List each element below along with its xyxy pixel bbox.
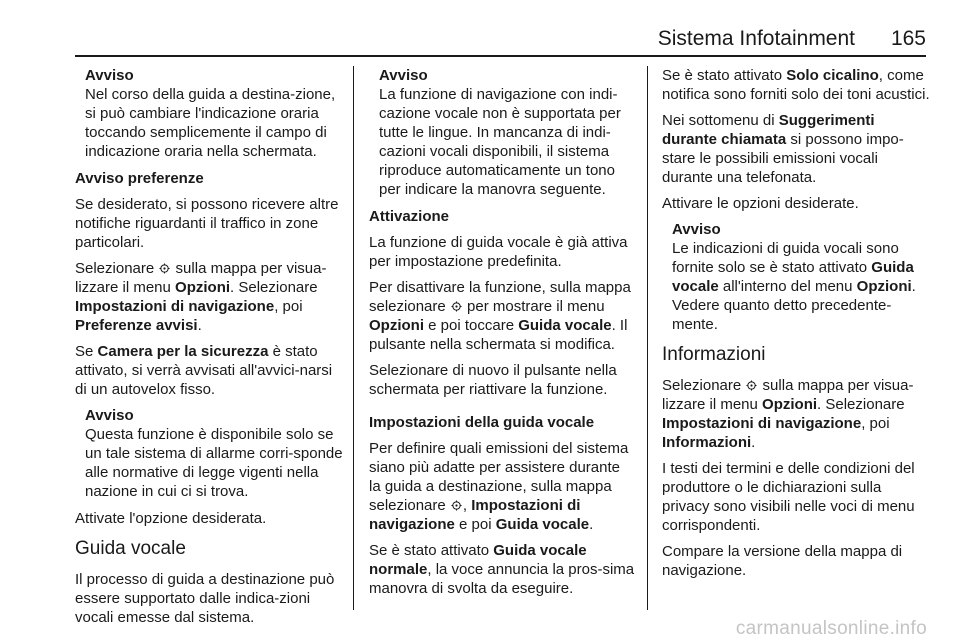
column-2 <box>369 66 635 605</box>
section-title-information: Informazioni <box>662 344 766 365</box>
target-icon <box>451 500 462 511</box>
note-heading: Avviso <box>85 67 134 84</box>
paragraph: Compare la versione della mappa di navigazione. <box>662 543 903 579</box>
note-text: Nel corso della guida a destina-zione, si può cambiare l'indicazione oraria toccando semplicemente il campo di indicazione oraria nella schermata. <box>85 86 336 160</box>
subheading-alert-preferences: Avviso preferenze <box>75 170 204 187</box>
note-box <box>662 220 930 334</box>
note-box <box>369 66 635 199</box>
note-text: Le indicazioni di guida vocali sono fornite solo se è stato attivato Guida vocale all'interno del menu Opzioni. Vedere quanto detto precedente-mente. <box>672 240 916 333</box>
paragraph: Se è stato attivato Solo cicalino, come notifica sono forniti solo dei toni acustici. <box>662 67 930 103</box>
target-icon <box>746 380 757 391</box>
paragraph: Selezionare sulla mappa per visua-lizzare il menu Opzioni. Selezionare Impostazioni di navigazione, poi Preferenze avvisi. <box>75 260 327 334</box>
paragraph: Il processo di guida a destinazione può essere supportato dalle indica-zioni vocali emesse dal sistema. <box>75 571 335 626</box>
paragraph: Per disattivare la funzione, sulla mappa selezionare per mostrare il menu Opzioni e poi toccare Guida vocale. Il pulsante nella schermata si modifica. <box>369 279 631 353</box>
note-text: La funzione di navigazione con indi-cazione vocale non è supportata per tutte le lingue. In mancanza di indi-cazioni vocali disponibili, il sistema riproduce automaticamente un tono per indicare la manovra seguente. <box>379 86 621 198</box>
paragraph: Per definire quali emissioni del sistema siano più adatte per assistere durante la guida a destinazione, sulla mappa selezionare , Impostazioni di navigazione e poi Guida vocale. <box>369 440 629 533</box>
paragraph: Selezionare sulla mappa per visua-lizzare il menu Opzioni. Selezionare Impostazioni di navigazione, poi Informazioni. <box>662 377 914 451</box>
paragraph: Selezionare di nuovo il pulsante nella schermata per riattivare la funzione. <box>369 362 617 398</box>
target-icon <box>451 301 462 312</box>
column-divider <box>353 66 354 610</box>
paragraph: Se desiderato, si possono ricevere altre notifiche riguardanti il traffico in zone particolari. <box>75 196 339 251</box>
note-heading: Avviso <box>379 67 428 84</box>
note-heading: Avviso <box>85 407 134 424</box>
paragraph: Se è stato attivato Guida vocale normale, la voce annuncia la pros-sima manovra di svolta da eseguire. <box>369 542 635 597</box>
note-text: Questa funzione è disponibile solo se un tale sistema di allarme corri-sponde alle normative di legge vigenti nella nazione in cui ci si trova. <box>85 426 343 500</box>
paragraph: Attivate l'opzione desiderata. <box>75 510 267 527</box>
page-number: 165 <box>890 27 926 50</box>
note-box <box>75 66 343 161</box>
paragraph: Se Camera per la sicurezza è stato attivato, si verrà avvisati all'avvici-narsi di un autovelox fisso. <box>75 343 333 398</box>
header-rule <box>75 55 926 57</box>
paragraph: La funzione di guida vocale è già attiva per impostazione predefinita. <box>369 234 628 270</box>
subheading-voice-settings: Impostazioni della guida vocale <box>369 414 595 431</box>
column-divider <box>647 66 648 610</box>
section-title-voice-guidance: Guida vocale <box>75 538 186 559</box>
running-header-title: Sistema Infotainment <box>657 27 855 50</box>
paragraph: I testi dei termini e delle condizioni del produttore o le dichiarazioni sulla privacy sono visibili nelle voci di menu corrispondenti. <box>662 460 915 534</box>
paragraph: Attivare le opzioni desiderate. <box>662 195 859 212</box>
note-box <box>75 406 343 501</box>
column-3 <box>662 66 930 587</box>
watermark: carmanualsonline.info <box>735 618 927 639</box>
paragraph: Nei sottomenu di Suggerimenti durante chiamata si possono impo-stare le possibili emissioni vocali durante una telefonata. <box>662 112 904 186</box>
column-1 <box>75 66 343 634</box>
subheading-activation: Attivazione <box>369 208 450 225</box>
target-icon <box>159 263 170 274</box>
note-heading: Avviso <box>672 221 721 238</box>
